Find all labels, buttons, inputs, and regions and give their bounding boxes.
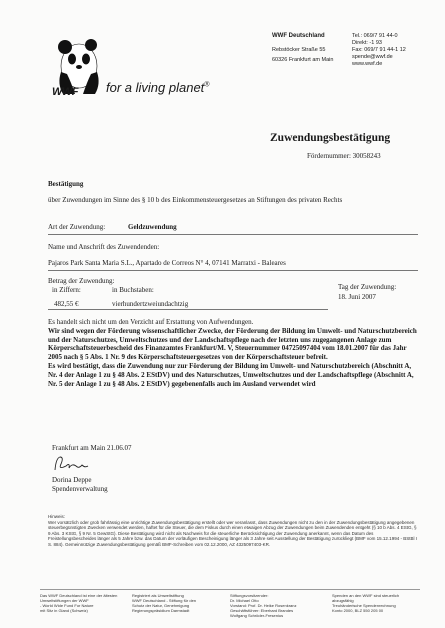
reference-number: Fördernummer: 30058243: [307, 152, 381, 160]
donation-date-value: 18. Juni 2007: [338, 293, 376, 301]
org-name: WWF Deutschland: [272, 33, 325, 39]
contact-direct: Direkt: -1 93: [352, 40, 382, 46]
contact-email: spende@wwf.de: [352, 54, 393, 60]
footer-line: WWF Deutschland - Stiftung für den: [132, 598, 197, 603]
signer-name: Dorina Deppe: [52, 476, 92, 484]
footer-col-2: [132, 593, 224, 613]
amount-figures: 482,55 €: [54, 300, 79, 308]
footer: [40, 589, 420, 620]
footer-line: Spenden an den WWF sind steuerlich: [332, 593, 400, 598]
footer-line: Geschäftsführer: Eberhard Brandes: [230, 608, 294, 613]
legal-note: [48, 514, 418, 548]
donation-type-value: Geldzuwendung: [128, 223, 177, 231]
contact-phone: Tel.: 069/7 91 44-0: [352, 33, 398, 39]
tagline-text: for a living planet: [106, 80, 205, 95]
footer-line: mit Sitz in Gland (Schweiz): [40, 608, 88, 613]
divider: [48, 309, 328, 310]
footer-line: Dr. Michael Otto: [230, 598, 259, 603]
trademark-mark: ®: [204, 81, 210, 89]
footer-line: Registriert als Umweltstiftung: [132, 593, 184, 598]
contact-website: www.wwf.de: [352, 61, 383, 67]
footer-col-1: [40, 593, 128, 613]
footer-line: - World Wide Fund For Nature: [40, 603, 94, 608]
footer-line: Umweltstiftungen der WWF: [40, 598, 89, 603]
address-street: Rebstöcker Straße 55: [272, 47, 326, 53]
address-city: 60326 Frankfurt am Main: [272, 57, 334, 63]
donation-type-label: Art der Zuwendung:: [48, 223, 106, 231]
tagline: [106, 80, 209, 95]
footer-line: Regierungspräsidium Darmstadt: [132, 608, 190, 613]
footer-line: Das WWF Deutschland ist eine der ältesten: [40, 593, 118, 598]
footer-line: Stiftungsvorsitzender:: [230, 593, 269, 598]
divider: [48, 270, 418, 271]
wwf-wordmark: WWF: [52, 86, 78, 98]
contact-fax: Fax: 069/7 91 44-1 12: [352, 47, 406, 53]
donor-label: Name und Anschrift des Zuwendenden:: [48, 243, 160, 251]
body-paragraph: Es handelt sich nicht um den Verzicht auf Erstattung von Aufwendungen.: [48, 318, 254, 326]
footer-col-4: [332, 593, 420, 613]
amount-letters: vierhundertzweiundachtzig: [112, 300, 189, 308]
document-title: Zuwendungsbestätigung: [270, 132, 391, 144]
body-paragraph: Wir sind wegen der Förderung wissenschaftlicher Zwecke, der Förderung der Bildung im Umwelt- und Naturschutzbereich und der Naturschutzes, Umweltschutzes und der Landschaftspflege nach der letzten uns zugegangenen Anlage zum Körperschaftsteuerbescheid des Finanzamtes Frankfurt/M. V, Steuernummer 04725097404 vom 18.01.2007 für das Jahr 2005 nach § 5 Abs. 1 Nr. 9 des Körperschaftsteuergesetzes von der Körperschaftsteuer befreit.: [48, 326, 417, 362]
amount-label: Betrag der Zuwendung:: [48, 277, 115, 285]
confirmation-text: über Zuwendungen im Sinne des § 10 b des Einkommensteuergesetzes an Stiftungen des privaten Rechts: [48, 196, 343, 204]
body-paragraph: Es wird bestätigt, dass die Zuwendung nur zur Förderung der Bildung im Umwelt- und Naturschutzbereich (Abschnitt A, Nr. 4 der Anlage 1 zu § 48 Abs. 2 EStDV) und des Naturschutzes, Umweltschutzes und der Landschaftspflege (Abschnitt A, Nr. 5 der Anlage 1 zu § 48 Abs. 2 EStDV) gegebenenfalls auch im Ausland verwendet wird: [48, 361, 414, 388]
signature-icon: [52, 454, 92, 474]
footer-line: Wolfgang Schröder-Fresenius: [230, 613, 284, 618]
legal-note-text: Wer vorsätzlich oder grob fahrlässig eine unrichtige Zuwendungsbestätigung erstellt oder wer veranlasst, dass Zuwendungen nicht zu den in der Zuwendungsbestätigung angegebenen steuerbegünstigten Zwecken verwendet werden, haftet für die Steuer, die dem Fiskus durch einen etwaigen Abzug der Zuwendungen beim Zuwendenden entgeht (§ 10 b Abs. 4 EStG, § 9 Abs. 3 KStG, § 9 Nr. 5 GewStG). Diese Bestätigung wird nicht als Nachweis für die steuerliche Berücksichtigung der Zuwendung anerkannt, wenn das Datum des Freistellungsbescheides länger als 5 Jahre bzw. das Datum der vorläufigen Bescheinigung länger als 3 Jahre seit Ausstellung der Bestätigung zurückliegt (BMF vom 15.12.1994 - BStBl I S. 884). Gemeinnützige Zuwendungsbestätigung gemäß BMF-Schreiben vom 02.12.2000, AZ 4325097403-KR.: [48, 519, 417, 547]
confirmation-heading: Bestätigung: [48, 180, 84, 188]
footer-line: Treuhänderische Spendenrechnung: [332, 603, 396, 608]
footer-line: Schutz der Natur, Genehmigung: [132, 603, 190, 608]
footer-line: Konto 2000, BLZ 550 205 00: [332, 608, 384, 613]
place-date: Frankfurt am Main 21.06.07: [52, 444, 132, 452]
footer-col-3: [230, 593, 325, 618]
donation-date-label: Tag der Zuwendung:: [338, 283, 397, 291]
footer-line: abzugsfähig: [332, 598, 354, 603]
figures-label: in Ziffern:: [52, 286, 81, 294]
footer-line: Vorstand: Prof. Dr. Heike Rosenkranz: [230, 603, 297, 608]
divider: [48, 234, 418, 235]
body-text: [48, 318, 418, 388]
signer-title: Spendenverwaltung: [52, 485, 108, 493]
letters-label: in Buchstaben:: [112, 286, 154, 294]
donor-value: Pajaros Park Santa Maria S.L., Apartado de Correos N° 4, 07141 Marratxi - Baleares: [48, 259, 286, 267]
legal-note-heading: Hinweis:: [48, 514, 66, 519]
